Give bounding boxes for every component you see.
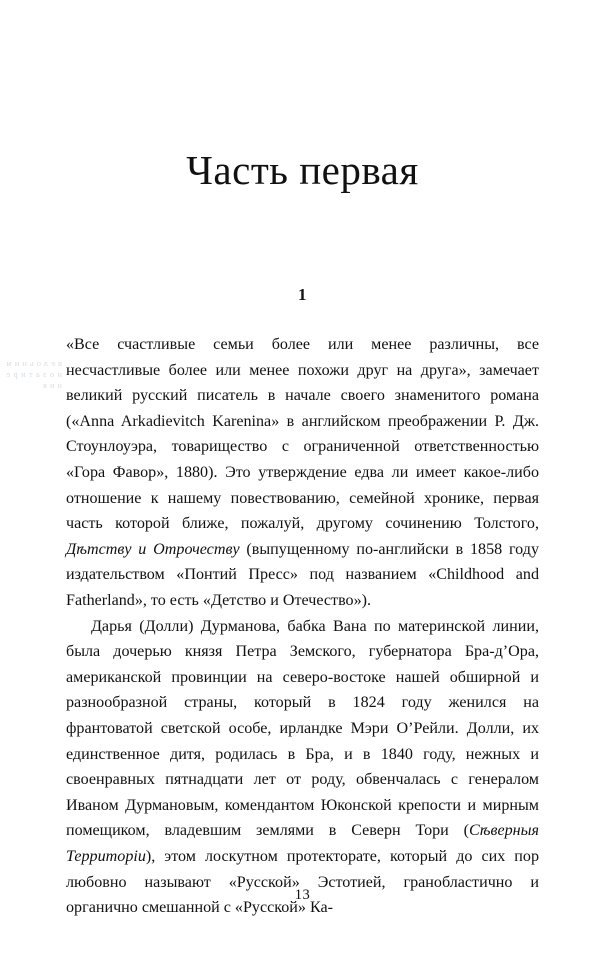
body-text [66,305,539,921]
chapter-number: 1 [298,285,307,305]
text-run: ), этом лоскутном протекторате, который до сих пор любовно называют «Русской» Эстотией, гранобластично и органично смешанной с «Русской» Ка- [66,847,539,917]
page-number: 13 [294,887,311,903]
paragraph [66,614,539,921]
page-content [66,0,539,968]
text-run: «Все счастливые семьи более или менее различны, все несчастливые более или менее похожи друг на друга», замечает великий русский писатель в начале своего знаменитого романа («Anna Arkadievitch Karenina» в английском преображении Р. Дж. Стоунлоуэра, товарищество с ограниченной ответственностью «Гора Фавор», 1880). Это утверждение едва ли имеет какое-либо отношение к нашему повествованию, семейной хронике, первая часть которой ближе, пожалуй, другому сочинению Толстого, [66,336,539,533]
part-title: Часть первая [186,147,419,193]
text-run-italic: Сѣверныя Территорiи [66,822,539,865]
paragraph [66,332,539,614]
text-run: Дарья (Долли) Дурманова, бабка Вана по материнской линии, была дочерью князя Петра Земского, губернатора Бра-д’Ора, американской провинции на северо-востоке нашей обширной и разнообразной страны, который в 1824 году женился на франтоватой светской особе, ирландке Мэри О’Рейли. Долли, их единственное дитя, родилась в Бра, и в 1840 году, нежных и своенравных пятнадцати лет от роду, обвенчалась с генералом Иваном Дурмановым, комендантом Юконской крепости и мирным помещиком, владевшим землями в Северн Тори ( [66,617,539,840]
text-run: (выпущенному по-английски в 1858 году издательством «Понтий Пресс» под названием «Childhood and Fatherland», то есть «Детство и Отечество»). [66,540,539,610]
text-run-italic: Дѣтству и Отрочеству [66,540,240,558]
bleed-through-text: в е л о ь н и м н о з а т и р е н и я [6,358,62,390]
